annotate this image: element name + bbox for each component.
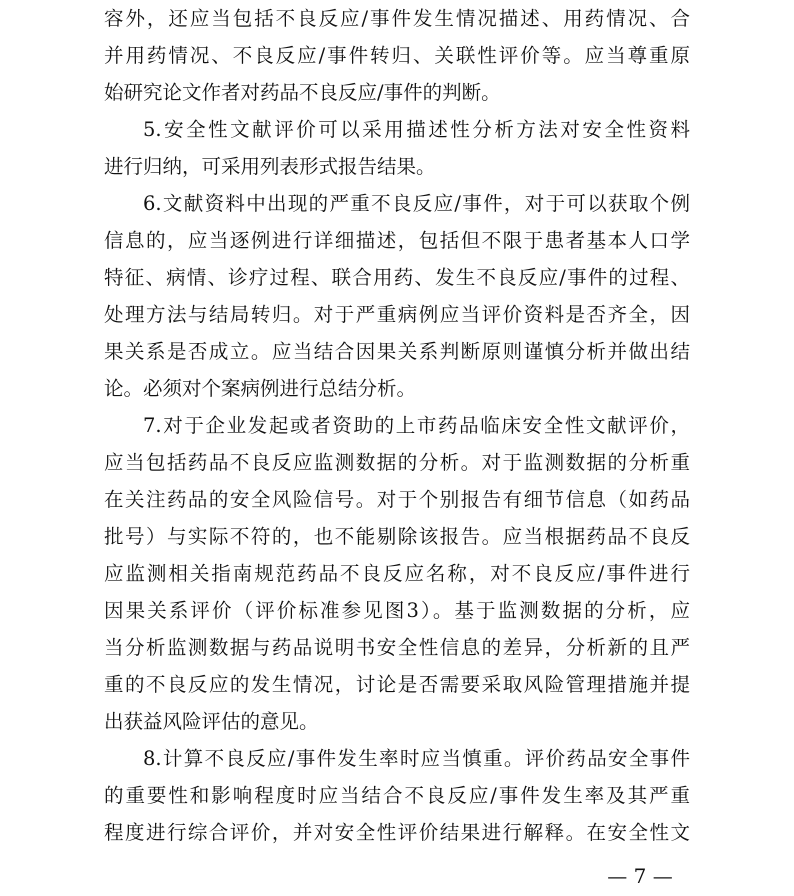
text-line: 的重要性和影响程度时应当结合不良反应/事件发生率及其严重 xyxy=(104,784,690,807)
text-line: 应当包括药品不良反应监测数据的分析。对于监测数据的分析重 xyxy=(104,451,690,474)
paragraph-8-start: 8.计算不良反应/事件发生率时应当慎重。评价药品安全事件 xyxy=(143,747,690,770)
text-line: 处理方法与结局转归。对于严重病例应当评价资料是否齐全，因 xyxy=(104,303,690,326)
text-line: 应监测相关指南规范药品不良反应名称，对不良反应/事件进行 xyxy=(104,562,690,585)
text-line: 程度进行综合评价，并对安全性评价结果进行解释。在安全性文 xyxy=(104,821,690,844)
text-line: 特征、病情、诊疗过程、联合用药、发生不良反应/事件的过程、 xyxy=(104,266,690,289)
text-line: 批号）与实际不符的，也不能剔除该报告。应当根据药品不良反 xyxy=(104,525,690,548)
text-line: 因果关系评价（评价标准参见图3）。基于监测数据的分析，应 xyxy=(104,599,690,622)
paragraph-5-start: 5.安全性文献评价可以采用描述性分析方法对安全性资料 xyxy=(143,118,690,141)
text-line: 并用药情况、不良反应/事件转归、关联性评价等。应当尊重原 xyxy=(104,44,690,67)
text-line: 信息的，应当逐例进行详细描述，包括但不限于患者基本人口学 xyxy=(104,229,690,252)
text-line: 在关注药品的安全风险信号。对于个别报告有细节信息（如药品 xyxy=(104,488,690,511)
paragraph-7-start: 7.对于企业发起或者资助的上市药品临床安全性文献评价， xyxy=(143,414,690,437)
text-line: 进行归纳，可采用列表形式报告结果。 xyxy=(104,155,436,178)
page-number: — 7 — xyxy=(607,864,673,888)
text-line: 容外，还应当包括不良反应/事件发生情况描述、用药情况、合 xyxy=(104,7,690,30)
paragraph-6-start: 6.文献资料中出现的严重不良反应/事件，对于可以获取个例 xyxy=(143,192,690,215)
text-line: 出获益风险评估的意见。 xyxy=(104,710,319,733)
text-line: 重的不良反应的发生情况，讨论是否需要采取风险管理措施并提 xyxy=(104,673,690,696)
text-line: 始研究论文作者对药品不良反应/事件的判断。 xyxy=(104,81,501,104)
text-line: 果关系是否成立。应当结合因果关系判断原则谨慎分析并做出结 xyxy=(104,340,690,363)
text-line: 论。必须对个案病例进行总结分析。 xyxy=(104,377,417,400)
text-line: 当分析监测数据与药品说明书安全性信息的差异，分析新的且严 xyxy=(104,636,690,659)
